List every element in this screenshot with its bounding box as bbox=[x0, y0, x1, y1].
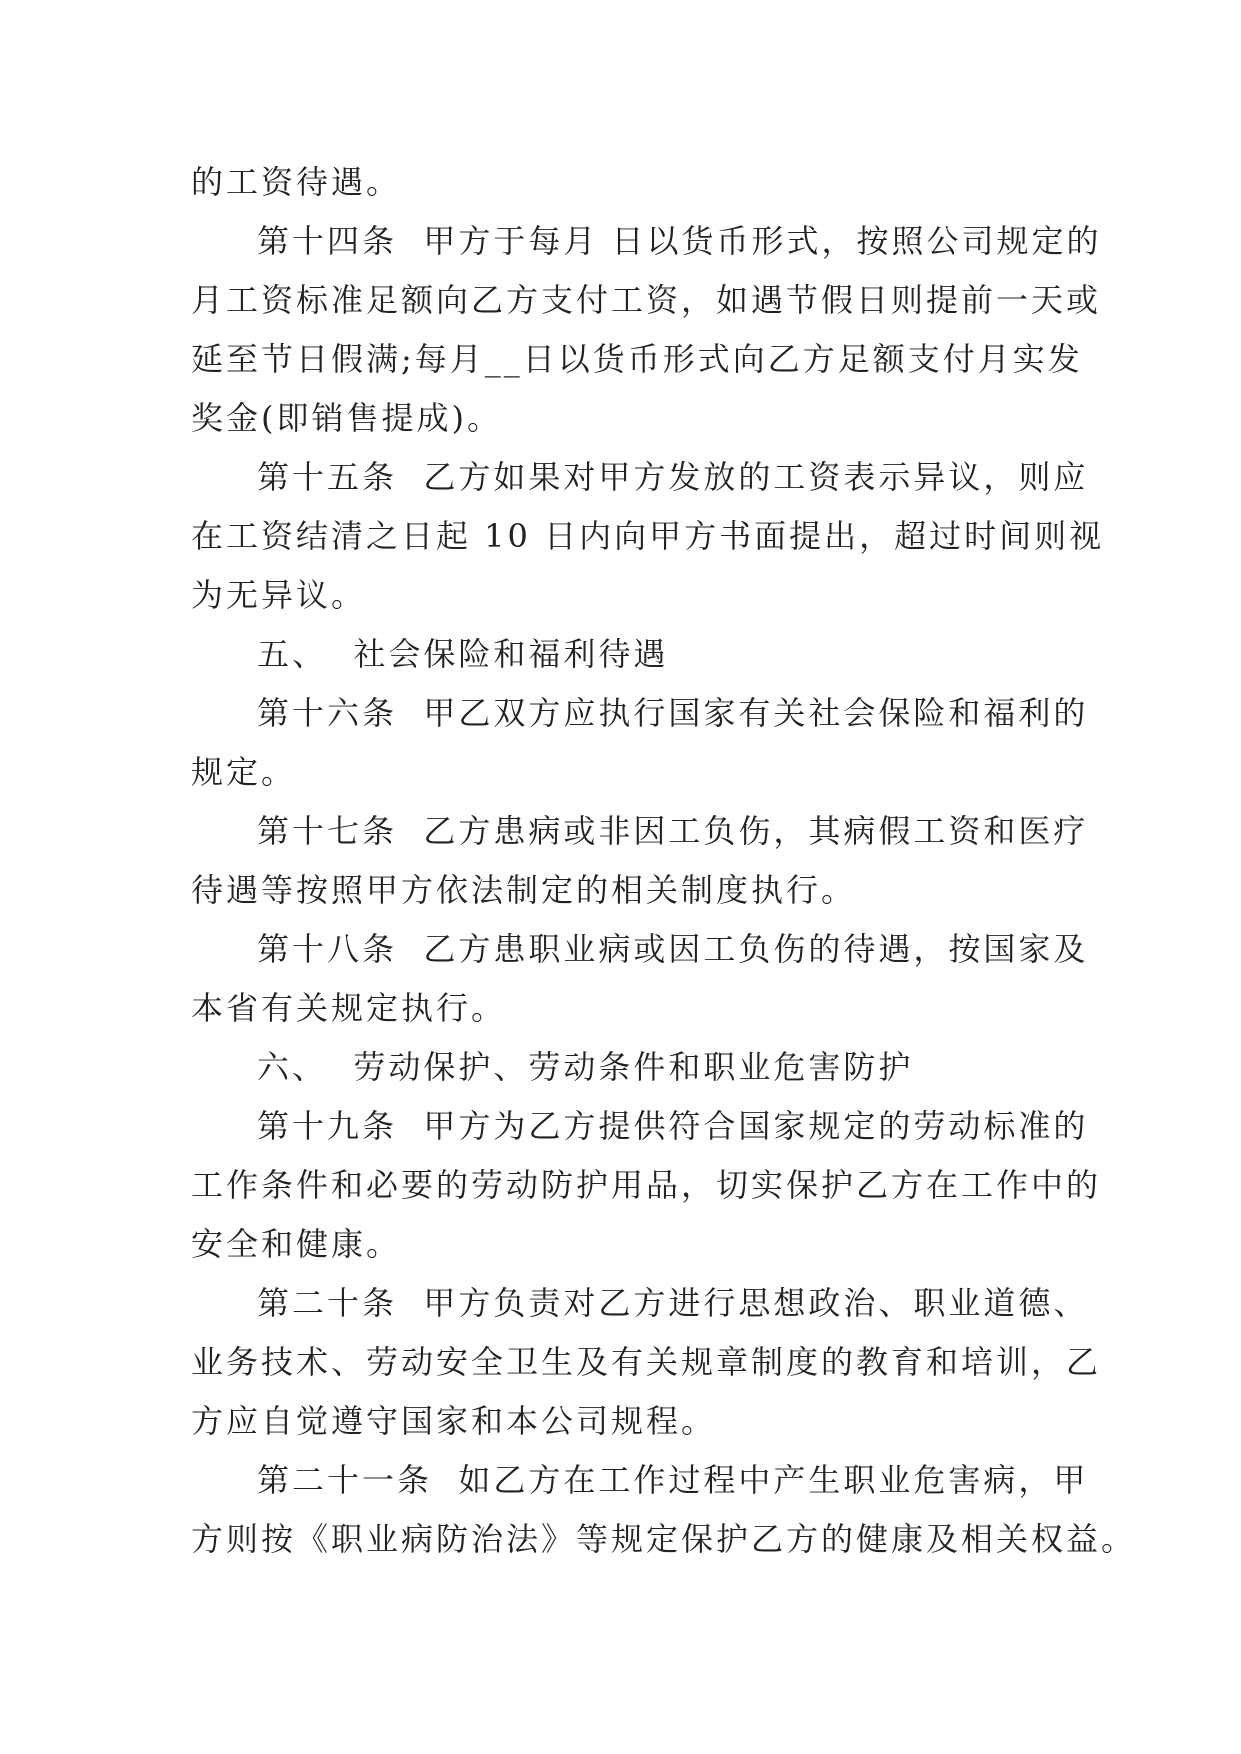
text-line: 本省有关规定执行。 bbox=[191, 989, 507, 1027]
text-line: 第十八条 乙方患职业病或因工负伤的待遇，按国家及 bbox=[257, 930, 1089, 968]
text-line: 月工资标准足额向乙方支付工资，如遇节假日则提前一天或 bbox=[191, 281, 1102, 319]
text-line: 工作条件和必要的劳动防护用品，切实保护乙方在工作中的 bbox=[191, 1166, 1102, 1204]
text-line: 奖金(即销售提成)。 bbox=[191, 399, 502, 437]
text-line: 第十九条 甲方为乙方提供符合国家规定的劳动标准的 bbox=[257, 1107, 1089, 1145]
text-line: 第十四条 甲方于每月 日以货币形式，按照公司规定的 bbox=[257, 222, 1102, 260]
text-line: 方则按《职业病防治法》等规定保护乙方的健康及相关权益。 bbox=[191, 1520, 1137, 1558]
text-line: 第十五条 乙方如果对甲方发放的工资表示异议，则应 bbox=[257, 458, 1089, 496]
text-line: 规定。 bbox=[191, 753, 297, 791]
section-heading: 六、 劳动保护、劳动条件和职业危害防护 bbox=[257, 1048, 914, 1086]
text-line: 方应自觉遵守国家和本公司规程。 bbox=[191, 1402, 717, 1440]
text-line: 业务技术、劳动安全卫生及有关规章制度的教育和培训，乙 bbox=[191, 1343, 1102, 1381]
text-line: 第十六条 甲乙双方应执行国家有关社会保险和福利的 bbox=[257, 694, 1089, 732]
text-line: 延至节日假满;每月__日以货币形式向乙方足额支付月实发 bbox=[191, 340, 1083, 378]
text-line: 为无异议。 bbox=[191, 576, 367, 614]
text-line: 的工资待遇。 bbox=[191, 163, 402, 201]
section-heading: 五、 社会保险和福利待遇 bbox=[257, 635, 669, 673]
document-body bbox=[191, 153, 1137, 1569]
text-line: 在工资结清之日起 10 日内向甲方书面提出，超过时间则视 bbox=[191, 517, 1105, 555]
text-line: 安全和健康。 bbox=[191, 1225, 402, 1263]
text-line: 第十七条 乙方患病或非因工负伤，其病假工资和医疗 bbox=[257, 812, 1089, 850]
text-line: 第二十一条 如乙方在工作过程中产生职业危害病，甲 bbox=[257, 1461, 1089, 1499]
text-line: 第二十条 甲方负责对乙方进行思想政治、职业道德、 bbox=[257, 1284, 1089, 1322]
text-line: 待遇等按照甲方依法制定的相关制度执行。 bbox=[191, 871, 857, 909]
